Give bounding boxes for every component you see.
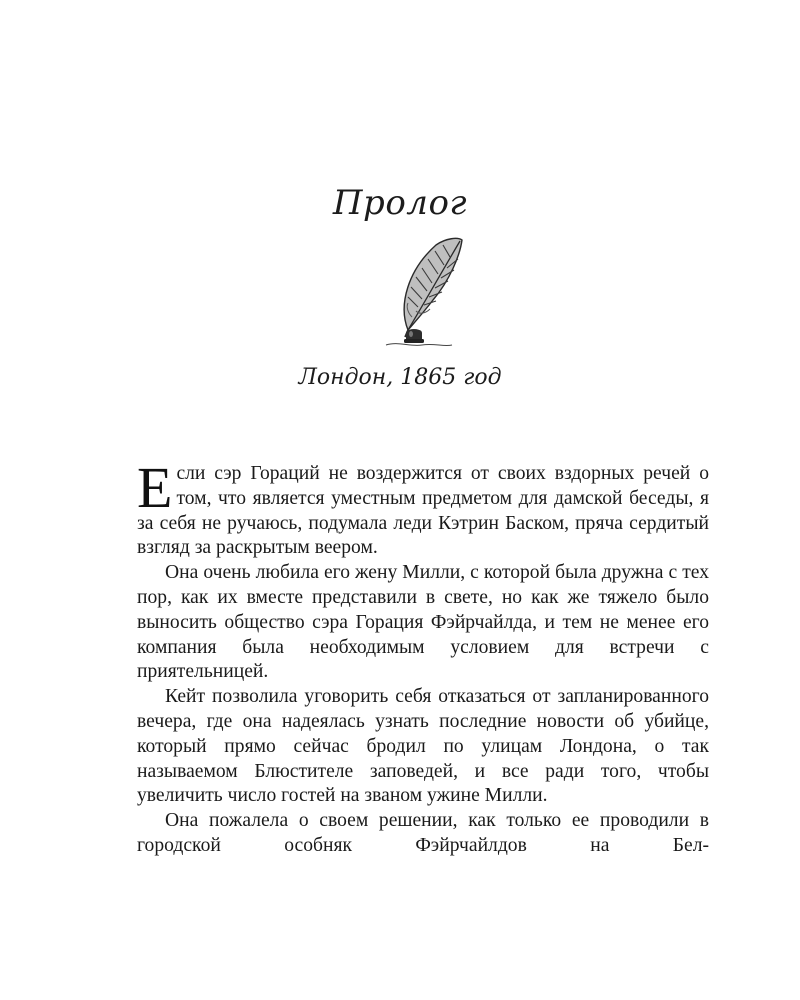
quill-inkwell-icon (378, 235, 468, 355)
body-text (137, 455, 709, 859)
paragraph-1 (137, 455, 709, 561)
drop-cap: Е (137, 455, 173, 520)
paragraph-3: Кейт позволила уговорить себя отказаться от запланированного вечера, где она надеялась узнать последние новости об убийце, который прямо сейчас бродил по улицам Лондона, о так называемом Блюстителе заповедей, и все ради того, чтобы увеличить число гостей на званом ужине Милли. (137, 686, 709, 807)
paragraph-1-text: сли сэр Гораций не воздержится от своих вздорных речей о том, что является уместным предметом для дамской беседы, я за себя не ручаюсь, подумала леди Кэтрин Баском, пряча сердитый взгляд за раскрытым веером. (137, 463, 709, 559)
paragraph-4: Она пожалела о своем решении, как только ее проводили в городской особняк Фэйрчайлдов на Бел- (137, 810, 709, 856)
paragraph-2: Она очень любила его жену Милли, с которой была дружна с тех пор, как их вместе представили в свете, но как же тяжело было выносить общество сэра Горация Фэйрчайлда, и тем не менее его компания была необходимым условием для встречи с приятельницей. (137, 562, 709, 683)
place-date: Лондон, 1865 год (298, 365, 502, 390)
chapter-title: Пролог (332, 183, 468, 223)
